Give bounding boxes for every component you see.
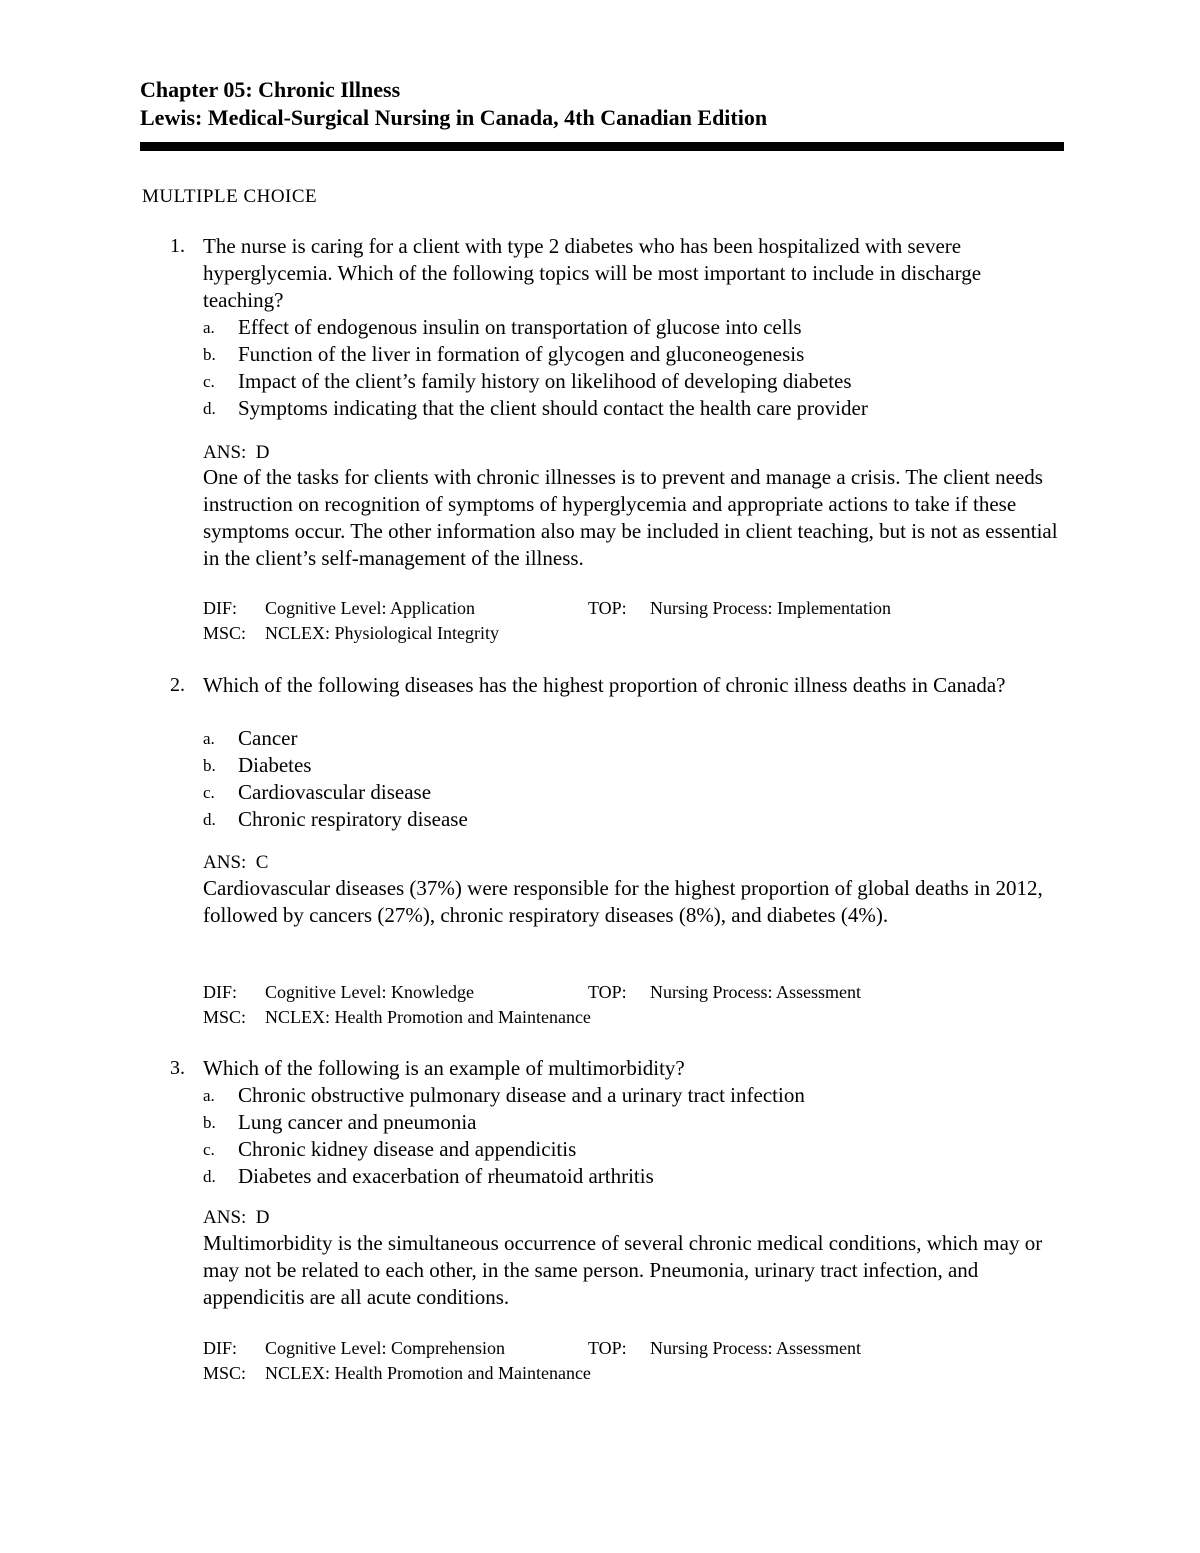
option-text: Diabetes and exacerbation of rheumatoid arthritis: [238, 1164, 654, 1188]
option-letter: c.: [203, 1140, 215, 1159]
answer-line: [203, 1204, 270, 1231]
answer-line: [203, 849, 268, 876]
option-text: Chronic obstructive pulmonary disease and a urinary tract infection: [238, 1083, 805, 1107]
dif-label: DIF:: [203, 1338, 238, 1358]
option-text: Diabetes: [238, 753, 312, 777]
msc-label: MSC:: [203, 623, 247, 643]
option-letter: a.: [203, 1086, 215, 1105]
option-c: [203, 779, 1063, 806]
section-heading: MULTIPLE CHOICE: [142, 186, 318, 207]
meta-row-msc: [203, 621, 1063, 646]
top-value: Nursing Process: Assessment: [650, 1338, 861, 1358]
answer-line: [203, 439, 270, 466]
option-list: [203, 314, 1063, 422]
option-d: [203, 395, 1063, 422]
msc-label: MSC:: [203, 1363, 247, 1383]
option-text: Symptoms indicating that the client should contact the health care provider: [238, 396, 868, 420]
dif-value: Cognitive Level: Comprehension: [265, 1338, 505, 1358]
question-stem: Which of the following diseases has the highest proportion of chronic illness deaths in Canada?: [203, 673, 1006, 697]
chapter-title: Chapter 05: Chronic Illness: [140, 77, 401, 102]
option-list: [203, 725, 1063, 833]
option-d: [203, 806, 1063, 833]
meta-row-msc: [203, 1005, 1063, 1030]
meta-row-dif-top: [203, 980, 1063, 1005]
option-text: Cardiovascular disease: [238, 780, 432, 804]
dif-label: DIF:: [203, 982, 238, 1002]
answer-rationale: Multimorbidity is the simultaneous occurrence of several chronic medical conditions, which may or may not be related to each other, in the same person. Pneumonia, urinary tract infection, and appendicitis are all acute conditions.: [203, 1231, 1043, 1309]
option-letter: a.: [203, 729, 215, 748]
meta-row-msc: [203, 1361, 1063, 1386]
dif-value: Cognitive Level: Application: [265, 598, 475, 618]
dif-value: Cognitive Level: Knowledge: [265, 982, 474, 1002]
option-b: [203, 752, 1063, 779]
option-text: Function of the liver in formation of glycogen and gluconeogenesis: [238, 342, 805, 366]
option-text: Effect of endogenous insulin on transportation of glucose into cells: [238, 315, 802, 339]
dif-label: DIF:: [203, 598, 238, 618]
question-number: 1.: [170, 235, 185, 257]
top-label: TOP:: [588, 1338, 627, 1358]
header-rule: [140, 142, 1064, 151]
top-value: Nursing Process: Implementation: [650, 598, 891, 618]
question-metadata: [203, 980, 1063, 1030]
answer-label: ANS:: [203, 1207, 247, 1228]
option-text: Chronic respiratory disease: [238, 807, 468, 831]
document-header: [140, 76, 1064, 151]
question-metadata: [203, 596, 1063, 646]
top-label: TOP:: [588, 598, 627, 618]
option-letter: b.: [203, 1113, 216, 1132]
option-a: [203, 314, 1063, 341]
option-letter: c.: [203, 783, 215, 802]
option-c: [203, 368, 1063, 395]
option-b: [203, 1109, 1063, 1136]
top-label: TOP:: [588, 982, 627, 1002]
answer-value: D: [255, 1207, 270, 1228]
msc-value: NCLEX: Physiological Integrity: [265, 623, 499, 643]
option-text: Lung cancer and pneumonia: [238, 1110, 477, 1134]
msc-label: MSC:: [203, 1007, 247, 1027]
answer-rationale: Cardiovascular diseases (37%) were responsible for the highest proportion of global deaths in 2012, followed by cancers (27%), chronic respiratory diseases (8%), and diabetes (4%).: [203, 876, 1043, 927]
option-letter: a.: [203, 318, 215, 337]
option-letter: b.: [203, 345, 216, 364]
option-letter: d.: [203, 399, 216, 418]
book-subtitle: Lewis: Medical-Surgical Nursing in Canada, 4th Canadian Edition: [140, 105, 768, 130]
question-number: 3.: [170, 1057, 185, 1079]
question-number: 2.: [170, 674, 185, 696]
option-a: [203, 725, 1063, 752]
option-letter: d.: [203, 1167, 216, 1186]
option-text: Chronic kidney disease and appendicitis: [238, 1137, 577, 1161]
option-a: [203, 1082, 1063, 1109]
answer-label: ANS:: [203, 442, 247, 463]
question-stem: The nurse is caring for a client with type 2 diabetes who has been hospitalized with severe hyperglycemia. Which of the following topics will be most important to include in discharge teaching?: [203, 234, 982, 312]
question-metadata: [203, 1336, 1063, 1386]
answer-rationale: One of the tasks for clients with chronic illnesses is to prevent and manage a crisis. The client needs instruction on recognition of symptoms of hyperglycemia and appropriate actions to take if these symptoms occur. The other information also may be included in client teaching, but is not as essential in the client’s self-management of the illness.: [203, 465, 1058, 570]
option-letter: b.: [203, 756, 216, 775]
option-c: [203, 1136, 1063, 1163]
meta-row-dif-top: [203, 1336, 1063, 1361]
option-letter: c.: [203, 372, 215, 391]
answer-value: D: [255, 442, 270, 463]
option-letter: d.: [203, 810, 216, 829]
question-stem: Which of the following is an example of multimorbidity?: [203, 1056, 685, 1080]
meta-row-dif-top: [203, 596, 1063, 621]
msc-value: NCLEX: Health Promotion and Maintenance: [265, 1007, 591, 1027]
answer-value: C: [255, 852, 269, 873]
option-text: Cancer: [238, 726, 298, 750]
option-list: [203, 1082, 1063, 1190]
option-b: [203, 341, 1063, 368]
msc-value: NCLEX: Health Promotion and Maintenance: [265, 1363, 591, 1383]
answer-label: ANS:: [203, 852, 247, 873]
top-value: Nursing Process: Assessment: [650, 982, 861, 1002]
option-text: Impact of the client’s family history on likelihood of developing diabetes: [238, 369, 852, 393]
option-d: [203, 1163, 1063, 1190]
